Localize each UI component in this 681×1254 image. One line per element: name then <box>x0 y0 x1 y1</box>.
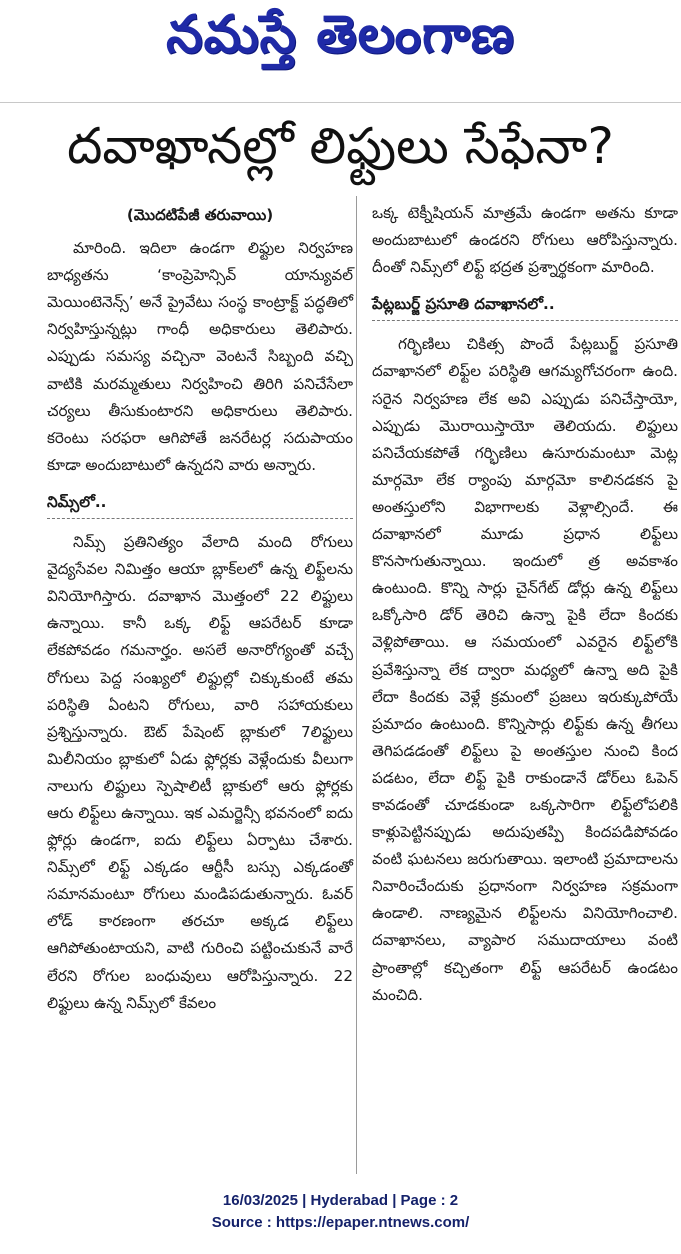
footer-source-line: Source : https://epaper.ntnews.com/ <box>211 1214 470 1231</box>
subhead-petlaburj: పేట్లబుర్జ్ ప్రసూతి దవాఖానలో.. <box>372 291 678 321</box>
article-headline <box>0 110 681 194</box>
masthead-divider <box>0 102 681 103</box>
article-column-left <box>47 200 353 1019</box>
paragraph-petlaburj: గర్భిణిలు చికిత్స పొందే పేట్లబుర్జ్ ప్రసూతి దవాఖానలో లిఫ్ట్‌ల పరిస్థితి ఆగమ్యగోచరంగా ఉంది. సరైన నిర్వహణ లేక అవి ఎప్పుడు పనిచేస్తాయో, ఎప్పుడు మొరాయిస్తాయో తెలియదు. లిఫ్టులు పనిచేయకపోతే గర్భిణిలు ఉసూరుమంటూ మెట్ల మార్గమో లేక ర్యాంపు మార్గమో కాలినడకన పై అంతస్తులోని విభాగాలకు వెళ్లాల్సిందే. ఈ దవాఖానలో మూడు ప్రధాన లిఫ్ట్‌లు కొనసాగుతున్నాయి. ఇందులో త్ర అవకాశం ఉంటుంది. కొన్ని సార్లు చైన్‌గేట్ డోర్లు ఉన్న లిఫ్ట్‌లు ఒక్కోసారి డోర్ తెరిచి ఉన్నా పైకి లేదా కిందకు వెళ్లిపోతాయి. ఆ సమయంలో ఎవరైన లిఫ్ట్‌లోకి ప్రవేశిస్తున్నా లేక ద్వారా మధ్యలో ఉన్నా అది పైకి లేదా కిందకు వెళ్లే క్రమంలో ప్రజలు ఇరుక్కుపోయే ప్రమాదం ఉంటుంది. కొన్నిసార్లు లిఫ్ట్‌కు ఉన్న తీగలు తెగిపడడంతో లిఫ్ట్‌లు పై అంతస్తుల నుంచి కింద పడటం, లేదా లిఫ్ట్ పైకి రాకుండానే డోర్‌లు ఓపెన్ కావడంతో చూడకుండా ఒక్కసారిగా లిఫ్ట్‌లోపలికి కాళ్లుపెట్టినప్పుడు అదుపుతప్పి కిందపడిపోవడం వంటి ఘటనలు జరుగుతాయి. ఇలాంటి ప్రమాదాలను నివారించేందుకు ప్రధానంగా నిర్వహణ సక్రమంగా ఉండాలి. నాణ్యమైన లిఫ్ట్‌లను వినియోగించాలి. దవాఖానలు, వ్యాపార సముదాయాలు వంటి ప్రాంతాల్లో కచ్చితంగా లిఫ్ట్ ఆపరేటర్ ఉండటం మంచిది. <box>372 335 678 1004</box>
footer-date-line: 16/03/2025 | Hyderabad | Page : 2 <box>222 1192 459 1209</box>
subhead-nims: నిమ్స్‌లో.. <box>47 489 353 519</box>
paragraph-nims-continued: ఒక్క టెక్నీషియన్ మాత్రమే ఉండగా అతను కూడా అందుబాటులో ఉండరని రోగులు ఆరోపిస్తున్నారు. దీంతో నిమ్స్‌లో లిఫ్ట్ భద్రత ప్రశ్నార్థకంగా మారింది. <box>372 204 678 277</box>
paragraph-nims: నిమ్స్ ప్రతినిత్యం వేలాది మంది రోగులు వైద్యసేవల నిమిత్తం ఆయా బ్లాక్‌లలో ఉన్న లిఫ్ట్‌లను వినియోగిస్తారు. దవాఖాన మొత్తంలో 22 లిఫ్టులు ఉన్నాయి. కానీ ఒక్క లిఫ్ట్ ఆపరేటర్ కూడా లేకపోవడం గమనార్హం. అసలే అనారోగ్యంతో వచ్చే రోగులు పెద్ద సంఖ్యలో లిఫ్టుల్లో చిక్కుకుంటే తమ పరిస్థితి ఏంటని రోగులు, వారి సహాయకులు ప్రశ్నిస్తున్నారు. ఔట్ పేషెంట్ బ్లాకులో 7లిఫ్టులు మిలీనియం బ్లాకులో ఏడు ఫ్లోర్లకు వెళ్లేందుకు వీలుగా నాలుగు లిఫ్టులు స్పెషాలిటీ బ్లాకులో ఆరు ఫ్లోర్లకు ఆరు లిఫ్ట్‌లు ఉన్నాయి. ఇక ఎమర్జెన్సీ భవనంలో ఐదు ఫ్లోర్లు ఉండగా, ఐదు లిఫ్ట్‌లు ఏర్పాటు చేశారు. నిమ్స్‌లో లిఫ్ట్ ఎక్కడం ఆర్టీసీ బస్సు ఎక్కడంతో సమానమంటూ రోగులు మండిపడుతున్నారు. ఓవర్ లోడ్ కారణంగా తరచూ అక్కడ లిఫ్ట్‌లు ఆగిపోతుంటాయని, వాటి గురించి పట్టించుకునే వారే లేరని రోగుల బంధువులు ఆరోపిస్తున్నారు. 22 లిఫ్టులు ఉన్న నిమ్స్‌లో కేవలం <box>47 533 353 1012</box>
newspaper-masthead <box>0 0 681 82</box>
continuation-kicker: (మొదటిపేజీ తరువాయి) <box>126 206 274 224</box>
masthead-title: నమస్తే తెలంగాణ <box>166 4 515 65</box>
column-divider <box>356 196 357 1174</box>
paragraph-gandhi-maintenance: మారింది. ఇదిలా ఉండగా లిఫ్టుల నిర్వహణ బాధ్యతను ‘కాంప్రెహెన్సివ్ యాన్యువల్ మెయింటెనెన్స్’ అనే ప్రైవేటు సంస్థ కాంట్రాక్ట్ పద్ధతిలో నిర్వహిస్తున్నట్లు గాంధీ అధికారులు తెలిపారు. ఎప్పుడు సమస్య వచ్చినా వెంటనే సిబ్బంది వచ్చి వాటికి మరమ్మతులు నిర్వహించి తిరిగి పనిచేసేలా చర్యలు తీసుకుంటారని అధికారులు తెలిపారు. కరెంటు సరఫరా ఆగిపోతే జనరేటర్ల సదుపాయం కూడా అందుబాటులో ఉన్నదని వారు అన్నారు. <box>47 239 353 474</box>
article-column-right <box>372 200 678 1011</box>
headline-text: దవాఖానల్లో లిఫ్టులు సేఫేనా? <box>67 116 614 175</box>
